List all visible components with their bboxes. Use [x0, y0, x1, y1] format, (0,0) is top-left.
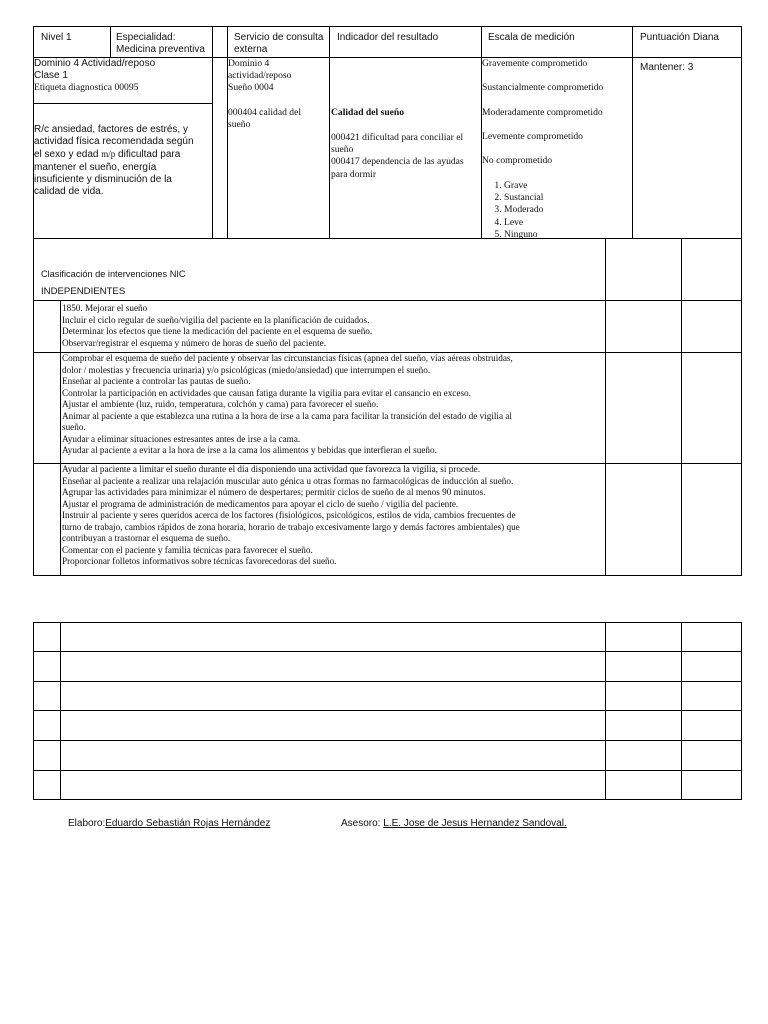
escala-numbered-item: 2. Sustancial [504, 192, 543, 204]
escala-level-2: Sustancialmente comprometido [482, 82, 604, 93]
asesoro-name: L.E. Jose de Jesus Hernandez Sandoval. [383, 818, 567, 829]
escala-level-1: Gravemente comprometido [482, 58, 588, 69]
indicador-item: para dormir [331, 168, 377, 180]
escala-level-4: Levemente comprometido [482, 131, 583, 142]
elaboro-name: Eduardo Sebastián Rojas Hernández [105, 818, 271, 829]
nic-line: Ayudar al paciente a evitar a la hora de irse a la cama los alimentos y bebidas que interfieran el sueño. [62, 445, 437, 455]
clase-text: Clase 1 [34, 70, 68, 82]
etiqueta-text: Etiqueta diagnostica 00095 [34, 82, 139, 94]
escala-level-5: No comprometido [482, 155, 553, 166]
especialidad-label: Especialidad: [116, 32, 176, 43]
servicio-line-1: Servicio de consulta [234, 32, 324, 43]
table-row [33, 740, 742, 741]
diagnosis-cell [34, 58, 212, 95]
asesoro-label: Asesoro: [341, 818, 381, 829]
nic-line: Agrupar las actividades para minimizar el número de despertares; permitir ciclos de sueño de al menos 90 minutos. [62, 487, 486, 497]
nic-title: Clasificación de intervenciones NIC [41, 269, 186, 279]
rc-line: insuficiente y disminución de la [34, 173, 172, 185]
indicador-item: 000417 dependencia de las ayudas [331, 156, 464, 168]
nic-line: Ayudar al paciente a limitar el sueño durante el día disponiendo una actividad que favorezca la vigilia, si procede. [62, 464, 481, 474]
elaboro-signature [68, 818, 308, 829]
rc-line: calidad de vida. [34, 186, 104, 198]
nic-line: Ajustar el programa de administración de medicamentos para apoyar el ciclo de sueño / vigilia del paciente. [62, 498, 459, 509]
servicio-actividad: actividad/reposo [228, 70, 292, 82]
nivel-label: Nivel 1 [41, 32, 72, 43]
rc-line: R/c ansiedad, factores de estrés, y [34, 124, 188, 135]
nic-line: 1850. Mejorar el sueño [62, 303, 148, 313]
servicio-dominio: Dominio 4 [228, 58, 270, 69]
nic-line: Enseñar al paciente a controlar las pautas de sueño. [62, 376, 251, 386]
nic-line: Ajustar el ambiente (luz, ruido, temperatura, colchón y cama) para favorecer el sueño. [62, 399, 379, 409]
servicio-sueno: Sueño 0004 [228, 82, 274, 94]
dificultad-text: dificultad para [115, 149, 181, 161]
empty-table [33, 622, 742, 800]
escala-numbered-item: 5. Ninguno [504, 229, 543, 241]
nic-block-1 [62, 303, 604, 349]
nic-line: Instruir al paciente y seres queridos acerca de los factores (fisiológicos, psicológicos, estilos de vida, cambios frecuentes de [62, 510, 516, 520]
escala-level-3: Moderadamente comprometido [482, 107, 603, 118]
nic-line: Enseñar al paciente a realizar una relajación muscular auto génica u otras formas no farmacológicas de inducción al sueño. [62, 475, 514, 486]
indicador-item: 000421 dificultad para conciliar el [331, 132, 464, 143]
indicador-items [331, 132, 481, 181]
nic-line: Proporcionar folletos informativos sobre técnicas favorecedoras del sueño. [62, 556, 337, 566]
nic-line: sueño. [62, 422, 86, 432]
escala-numbered-item: 1. Grave [504, 180, 543, 192]
indicador-title: Calidad del sueño [331, 107, 405, 118]
nic-line: Incluir el ciclo regular de sueño/vigilia del paciente en la planificación de cuidados. [62, 314, 370, 325]
calidad-line: 000404 calidad del [228, 107, 301, 118]
rc-line: el sexo y edad [34, 149, 102, 161]
indicador-item: sueño [331, 144, 354, 156]
nic-line: Determinar los efectos que tiene la medicación del paciente en el esquema de sueño. [62, 326, 373, 336]
related-factors-text [34, 124, 212, 198]
servicio-cell [228, 58, 328, 95]
nic-line: Comprobar el esquema de sueño del paciente y observar las circunstancias físicas (apnea del sueño, vías aéreas obstruidas, [62, 353, 513, 363]
table-row [33, 710, 742, 711]
servicio-header [234, 32, 324, 56]
table-row [33, 651, 742, 652]
asesoro-signature [341, 818, 567, 829]
nic-line: Animar al paciente a que establezca una rutina a la hora de irse a la cama para facilitar la transición del estado de vigilia al [62, 410, 512, 421]
rc-line: mantener el sueño, energía [34, 161, 157, 173]
nic-line: Controlar la participación en actividades que causan fatiga durante la vigilia para evitar el cansancio en exceso. [62, 387, 471, 398]
table-row [33, 681, 742, 682]
calidad-cell [228, 107, 328, 131]
nic-line: dolor / molestias y frecuencia urinaria) y/o psicológicas (miedo/ansiedad) que interrumpen el sueño. [62, 364, 431, 375]
table-row [33, 770, 742, 771]
escala-header: Escala de medición [488, 32, 575, 43]
escala-numbered-item: 4. Leve [504, 217, 543, 229]
nic-line: turno de trabajo, cambios rápidos de zona horaria, horario de trabajo excesivamente largo y demás factores ambientales) que [62, 521, 520, 532]
mp-text: m/p [101, 149, 116, 160]
nic-line: Observar/registrar el esquema y número de horas de sueño del paciente. [62, 337, 327, 348]
nic-line: Ayudar a eliminar situaciones estresantes antes de irse a la cama. [62, 433, 301, 444]
indicador-header: Indicador del resultado [337, 32, 439, 43]
elaboro-label: Elaboro: [68, 818, 106, 829]
nic-block-2 [62, 353, 604, 457]
especialidad-cell [116, 32, 205, 56]
servicio-line-2: externa [234, 44, 268, 56]
especialidad-value: Medicina preventiva [116, 44, 205, 56]
nic-block-3 [62, 464, 604, 568]
nic-subtitle: INDEPENDIENTES [41, 286, 126, 297]
calidad-line: sueño [228, 119, 251, 131]
escala-numbered-item: 3. Moderado [504, 204, 543, 216]
nic-line: Comentar con el paciente y familia técnicas para favorecer el sueño. [62, 544, 313, 555]
mantener-value: Mantener: 3 [640, 62, 694, 73]
escala-numbered-list [482, 180, 543, 241]
nic-line: contribuyan a trastornar el esquema de sueño. [62, 533, 231, 543]
rc-line: actividad física recomendada según [34, 136, 194, 148]
dominio-text: Dominio 4 Actividad/reposo [34, 58, 156, 69]
puntuacion-header: Puntuación Diana [640, 32, 719, 43]
